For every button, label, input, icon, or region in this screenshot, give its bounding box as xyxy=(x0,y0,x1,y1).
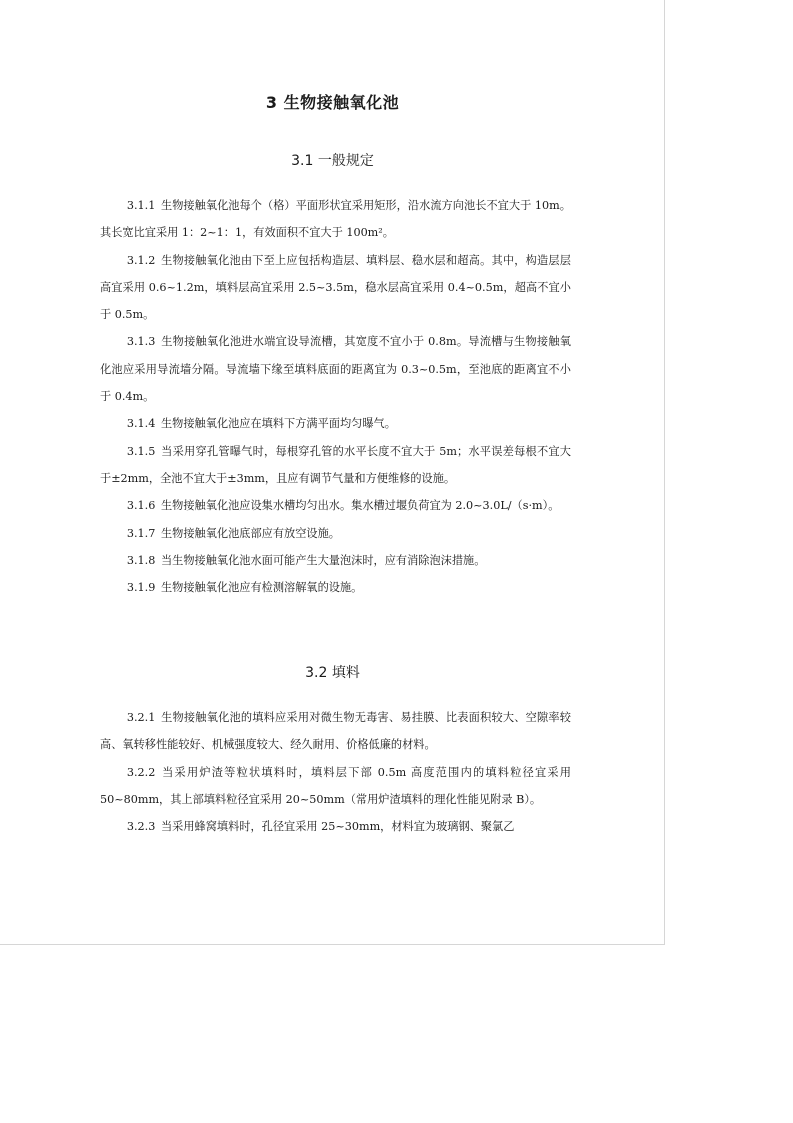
clause-3-2-2 xyxy=(100,759,571,814)
clause-text: 生物接触氧化池每个（格）平面形状宜采用矩形，沿水流方向池长不宜大于 10m。其长宽比宜采用 1：2~1：1，有效面积不宜大于 100m²。 xyxy=(100,199,571,240)
clause-number: 3.2.2 xyxy=(126,765,156,779)
clause-3-1-7 xyxy=(100,520,571,547)
clause-number: 3.2.3 xyxy=(126,820,156,834)
clause-number: 3.1.6 xyxy=(126,499,156,513)
clause-number: 3.1.7 xyxy=(126,526,156,540)
clause-3-1-8 xyxy=(100,547,571,574)
clause-text: 生物接触氧化池应有检测溶解氧的设施。 xyxy=(160,581,363,595)
clause-text: 当采用穿孔管曝气时，每根穿孔管的水平长度不宜大于 5m；水平误差每根不宜大于±2mm，全池不宜大于±3mm，且应有调节气量和方便维修的设施。 xyxy=(100,444,571,485)
clause-text: 生物接触氧化池应设集水槽均匀出水。集水槽过堰负荷宜为 2.0~3.0L/（s·m）。 xyxy=(160,499,560,513)
clause-text: 生物接触氧化池底部应有放空设施。 xyxy=(160,526,340,540)
clause-number: 3.1.5 xyxy=(126,444,156,458)
clause-number: 3.1.1 xyxy=(126,199,156,212)
clause-3-1-2 xyxy=(100,247,571,329)
clause-3-1-5 xyxy=(100,438,571,493)
clause-number: 3.1.3 xyxy=(126,335,156,349)
clause-number: 3.2.1 xyxy=(126,711,156,724)
clause-text: 当采用蜂窝填料时，孔径宜采用 25~30mm，材料宜为玻璃钢、聚氯乙 xyxy=(160,820,515,834)
clause-text: 生物接触氧化池应在填料下方满平面均匀曝气。 xyxy=(160,417,396,431)
clause-text: 生物接触氧化池进水端宜设导流槽，其宽度不宜小于 0.8m。导流槽与生物接触氧化池应采用导流墙分隔。导流墙下缘至填料底面的距离宜为 0.3~0.5m，至池底的距离宜不小于 0.4m。 xyxy=(100,335,571,404)
clause-text: 当采用炉渣等粒状填料时，填料层下部 0.5m 高度范围内的填料粒径宜采用 50~80mm，其上部填料粒径宜采用 20~50mm（常用炉渣填料的理化性能见附录 B）。 xyxy=(100,765,571,806)
section-body-3-1 xyxy=(100,192,571,601)
section-title-3-1: 3.1 一般规定 xyxy=(291,153,374,169)
clause-3-1-4 xyxy=(100,410,571,437)
section-title-3-2: 3.2 填料 xyxy=(305,665,360,681)
clause-number: 3.1.8 xyxy=(126,553,156,567)
chapter-title: 3 生物接触氧化池 xyxy=(265,93,400,112)
clause-text: 当生物接触氧化池水面可能产生大量泡沫时，应有消除泡沫措施。 xyxy=(160,553,486,567)
clause-3-1-1 xyxy=(100,192,571,247)
clause-number: 3.1.2 xyxy=(126,253,156,267)
clause-number: 3.1.9 xyxy=(126,581,156,595)
clause-3-1-9 xyxy=(100,574,571,601)
clause-text: 生物接触氧化池的填料应采用对微生物无毒害、易挂膜、比表面积较大、空隙率较高、氧转移性能较好、机械强度较大、经久耐用、价格低廉的材料。 xyxy=(100,711,571,752)
clause-3-2-3 xyxy=(100,813,571,840)
clause-number: 3.1.4 xyxy=(126,417,156,431)
section-body-3-2 xyxy=(100,704,571,840)
clause-text: 生物接触氧化池由下至上应包括构造层、填料层、稳水层和超高。其中，构造层层高宜采用 0.6~1.2m，填料层高宜采用 2.5~3.5m，稳水层高宜采用 0.4~0.5m，超高不宜小于 0.5m。 xyxy=(100,253,571,322)
clause-3-1-6 xyxy=(100,492,571,519)
clause-3-2-1 xyxy=(100,704,571,759)
clause-3-1-3 xyxy=(100,328,571,410)
